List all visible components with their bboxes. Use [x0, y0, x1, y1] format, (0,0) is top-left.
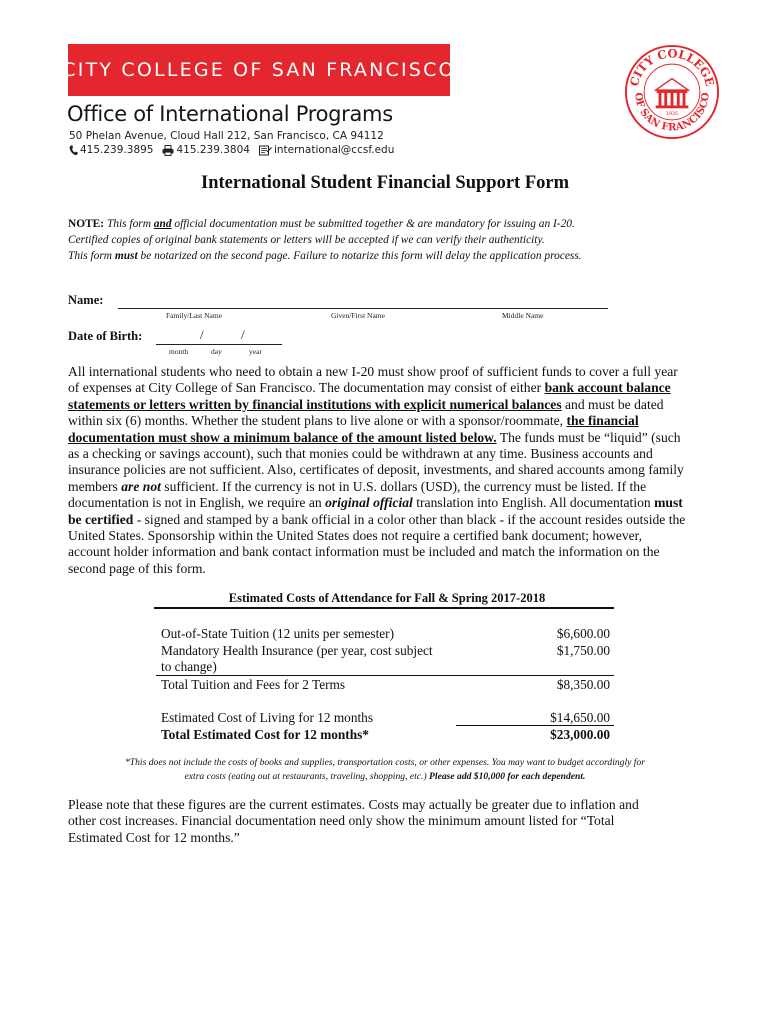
body-line: as a checking or savings account), such that monies could be withdrawn at any time. Business accounts and — [68, 446, 653, 462]
body-line: within six (6) months. Whether the student plans to live alone or with a sponsor/roommate, the financial — [68, 413, 639, 429]
svg-text:CITY COLLEGE — [627, 46, 717, 88]
insurance-value: $1,750.00 — [556, 643, 610, 658]
body-line: account holder information and bank contact information must be included and match the information on the — [68, 544, 660, 560]
cost-footnote — [60, 756, 710, 784]
body-line: members are not sufficient. If the currency is not in U.S. dollars (USD), the currency must be listed. If the — [68, 478, 647, 494]
total-label: Total Estimated Cost for 12 months* — [161, 727, 369, 742]
footnote-line: *This does not include the costs of books and supplies, transportation costs, or other expenses. You may want to budget accordingly for — [125, 757, 645, 768]
insurance-label: Mandatory Health Insurance (per year, cost subject — [161, 643, 433, 658]
fax-contact — [162, 144, 249, 156]
total-value: $23,000.00 — [550, 727, 610, 742]
body-line: All international students who need to obtain a new I-20 must show proof of sufficient funds to cover a full year — [68, 364, 678, 379]
year-caption: year — [249, 347, 262, 356]
contact-line — [69, 144, 403, 156]
note-label: NOTE: — [68, 218, 105, 230]
name-label: Name: — [68, 293, 104, 307]
middle-name-caption: Middle Name — [502, 311, 544, 320]
dob-slash-2: / — [241, 327, 245, 342]
total-fees-value: $8,350.00 — [556, 677, 610, 692]
seal-building-icon — [656, 79, 689, 109]
note-text: be notarized on the second page. Failure to notarize this form will delay the application process. — [140, 250, 582, 262]
fax-number: 415.239.3804 — [176, 144, 250, 156]
family-name-caption: Family/Last Name — [166, 311, 223, 320]
seal-bottom-text: OF SAN FRANCISCO — [632, 92, 712, 134]
total-rule — [456, 725, 614, 726]
seal-date: 1935 — [665, 112, 679, 118]
estimates-title: Estimated Costs of Attendance for Fall & Spring 2017-2018 — [228, 591, 546, 605]
body-line: of expenses at City College of San Francisco. The documentation may consist of either bank account balance — [68, 380, 671, 396]
dob-slash-1: / — [200, 327, 204, 342]
living-label: Estimated Cost of Living for 12 months — [161, 710, 373, 725]
month-caption: month — [169, 347, 189, 356]
footnote-line: extra costs (eating out at restaurants, traveling, shopping, etc.) Please add $10,000 for each dependent. — [184, 771, 586, 782]
body-line: documentation must show a minimum balance of the amount listed below. The funds must be “liquid” (such — [68, 429, 681, 445]
body-line: second page of this form. — [68, 560, 206, 576]
dob-label: Date of Birth: — [68, 329, 143, 343]
closing-line: Estimated Cost for 12 months.” — [68, 829, 240, 845]
estimates-title-rule — [154, 607, 614, 609]
note-text: official documentation must be submitted together & are mandatory for issuing an I-20. — [174, 218, 575, 230]
note-text: This form — [68, 250, 112, 262]
note-text: This form — [106, 218, 151, 230]
fax-printer-icon — [162, 145, 174, 156]
tuition-label: Out-of-State Tuition (12 units per semester) — [161, 626, 395, 641]
closing-line: other cost increases. Financial documentation need only show the minimum amount listed for “Total — [68, 813, 615, 829]
phone-icon — [69, 145, 78, 156]
name-field[interactable] — [118, 308, 608, 309]
email-address: international@ccsf.edu — [273, 144, 395, 156]
given-name-caption: Given/First Name — [331, 311, 385, 320]
note-block — [68, 216, 708, 264]
body-line: documentation is not in English, we require an original official translation into English. All documentation must — [68, 495, 683, 511]
seal-top-text: CITY COLLEGE — [626, 46, 718, 88]
body-line: be certified - signed and stamped by a bank official in a color other than black - if the account resides outside the — [68, 511, 686, 527]
note-must: must — [114, 250, 138, 262]
living-value: $14,650.00 — [550, 710, 610, 725]
college-seal — [624, 44, 720, 140]
note-and: and — [153, 218, 172, 230]
requirements-paragraph — [68, 364, 708, 577]
closing-paragraph — [68, 797, 708, 846]
email-icon — [259, 145, 272, 156]
tuition-value: $6,600.00 — [556, 626, 610, 641]
insurance-label-cont: to change) — [161, 659, 217, 674]
dob-field[interactable] — [156, 344, 282, 345]
total-fees-label: Total Tuition and Fees for 2 Terms — [161, 677, 346, 692]
phone-number: 415.239.3895 — [80, 144, 154, 156]
office-address: 50 Phelan Avenue, Cloud Hall 212, San Francisco, CA 94112 — [69, 130, 384, 142]
body-line: insurance policies are not sufficient. Also, certificates of deposit, investments, and shared accounts among family — [68, 462, 684, 478]
body-line: statements or letters written by financial institutions with explicit numerical balances and must be dated — [68, 396, 664, 412]
phone-contact — [69, 144, 153, 156]
form-title: International Student Financial Support Form — [201, 173, 569, 193]
subtotal-rule — [156, 675, 614, 676]
email-contact — [259, 144, 394, 156]
college-banner: CITY COLLEGE OF SAN FRANCISCO — [68, 44, 450, 96]
note-line-2: Certified copies of original bank statements or letters will be accepted if we can verify their authenticity. — [68, 234, 545, 246]
office-title: Office of International Programs — [67, 102, 393, 126]
day-caption: day — [211, 347, 222, 356]
closing-line: Please note that these figures are the current estimates. Costs may actually be greater due to inflation and — [68, 797, 639, 812]
body-line: United States. Sponsorship within the United States does not require a certified bank document; however, — [68, 528, 643, 544]
